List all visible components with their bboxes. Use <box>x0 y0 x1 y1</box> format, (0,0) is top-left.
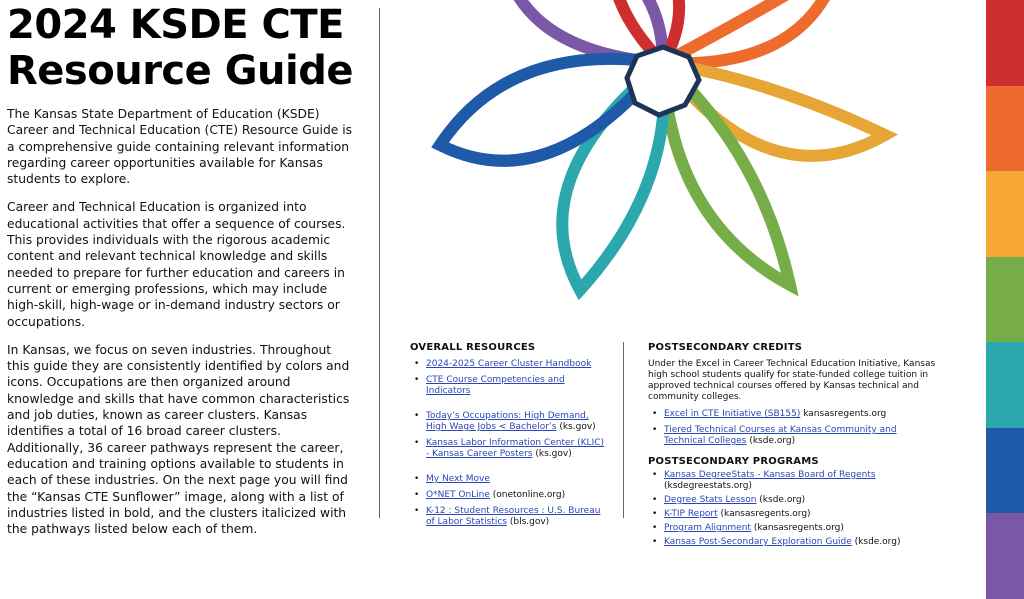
overall-resources-list <box>410 359 610 528</box>
list-item: • O*NET OnLine (onetonline.org) <box>410 490 610 501</box>
course-competencies-link[interactable]: CTE Course Competencies and Indicators <box>426 375 565 396</box>
onet-online-link[interactable]: O*NET OnLine <box>426 490 490 500</box>
career-cluster-handbook-link[interactable]: 2024-2025 Career Cluster Handbook <box>426 359 592 369</box>
intro-text <box>7 106 357 549</box>
list-item: • K-TIP Report (kansasregents.org) <box>648 509 938 520</box>
bls-student-resources-link[interactable]: K-12 : Student Resources : U.S. Bureau of Labor Statistics <box>426 506 601 527</box>
intro-paragraph-1: The Kansas State Department of Education (KSDE) Career and Technical Education (CTE) Resource Guide is a comprehensive guide containing relevant information regarding career opportunities available for Kansas students to explore. <box>7 107 353 187</box>
program-alignment-link[interactable]: Program Alignment <box>664 523 751 533</box>
list-item: • Today’s Occupations: High Demand, High Wage Jobs < Bachelor’s (ks.gov) <box>410 411 610 433</box>
list-item <box>410 375 610 397</box>
degree-stats-lesson-link[interactable]: Degree Stats Lesson <box>664 495 757 505</box>
stripe-purple <box>986 513 1024 599</box>
petal-orange <box>663 0 840 63</box>
intro-paragraph-2: Career and Technical Education is organized into educational activities that offer a sequence of courses. This provides individuals with the rigorous academic content and relevant technical knowledge and skills needed to prepare for further education and careers in current or emerging professions, which may include high-skill, high-wage or in-demand industry sectors or occupations. <box>7 200 346 329</box>
list-item: • Tiered Technical Courses at Kansas Community and Technical Colleges (ksde.org) <box>648 425 938 447</box>
list-item: • Kansas Labor Information Center (KLIC) - Kansas Career Posters (ks.gov) <box>410 438 610 460</box>
stripe-orange <box>986 86 1024 172</box>
list-item: • Degree Stats Lesson (ksde.org) <box>648 495 938 506</box>
tiered-technical-courses-link[interactable]: Tiered Technical Courses at Kansas Community and Technical Colleges <box>664 425 897 446</box>
postsecondary-credits-heading: POSTSECONDARY CREDITS <box>648 342 803 353</box>
my-next-move-link[interactable]: My Next Move <box>426 474 490 484</box>
cte-sunflower-graphic <box>380 0 985 330</box>
list-item: • K-12 : Student Resources : U.S. Bureau of Labor Statistics (bls.gov) <box>410 506 610 528</box>
postsecondary-credits-description: Under the Excel in Career Technical Education Initiative, Kansas high school students qualify for state-funded college tuition in approved technical courses offered by Kansas technical and community colleges. <box>648 359 936 402</box>
list-item: • Kansas DegreeStats - Kansas Board of Regents (ksdegreestats.org) <box>648 470 938 492</box>
industry-color-stripes <box>986 0 1024 528</box>
list-item: • Excel in CTE Initiative (SB155) kansasregents.org <box>648 409 938 420</box>
todays-occupations-link[interactable]: Today’s Occupations: High Demand, High Wage Jobs < Bachelor’s <box>426 411 589 432</box>
column-divider <box>623 342 624 518</box>
k-tip-report-link[interactable]: K-TIP Report <box>664 509 718 519</box>
stripe-green <box>986 257 1024 343</box>
list-item <box>410 474 610 485</box>
postsecondary-programs-heading: POSTSECONDARY PROGRAMS <box>648 456 819 467</box>
excel-in-cte-link[interactable]: Excel in CTE Initiative (SB155) <box>664 409 801 419</box>
postsecondary-section <box>648 342 938 548</box>
degreestats-link[interactable]: Kansas DegreeStats - Kansas Board of Regents <box>664 470 876 480</box>
stripe-teal <box>986 342 1024 428</box>
stripe-gold <box>986 171 1024 257</box>
klic-career-posters-link[interactable]: Kansas Labor Information Center (KLIC) - Kansas Career Posters <box>426 438 605 459</box>
post-secondary-exploration-guide-link[interactable]: Kansas Post-Secondary Exploration Guide <box>664 537 852 547</box>
list-item: • Kansas Post-Secondary Exploration Guide (ksde.org) <box>648 537 938 548</box>
postsecondary-programs-list <box>648 470 938 548</box>
sunflower-center <box>627 47 699 115</box>
stripe-blue <box>986 428 1024 514</box>
overall-resources-heading: OVERALL RESOURCES <box>410 342 536 353</box>
stripe-red <box>986 0 1024 86</box>
postsecondary-credits-list <box>648 409 938 447</box>
overall-resources-section <box>410 342 610 528</box>
list-item: • Program Alignment (kansasregents.org) <box>648 523 938 534</box>
intro-paragraph-3: In Kansas, we focus on seven industries. Throughout this guide they are consistently identified by colors and icons. Occupations are then organized around knowledge and skills that have common characteristics and job duties, known as career clusters. Kansas identifies a total of 16 broad career clusters. Additionally, 36 career pathways represent the career, education and training options available to students in each of these industries. On the next page you will find the “Kansas CTE Sunflower” image, along with a list of industries listed in bold, and the clusters italicized with the pathways listed below each of them. <box>7 342 350 537</box>
page-title: 2024 KSDE CTE Resource Guide <box>7 2 353 94</box>
list-item <box>410 359 610 370</box>
